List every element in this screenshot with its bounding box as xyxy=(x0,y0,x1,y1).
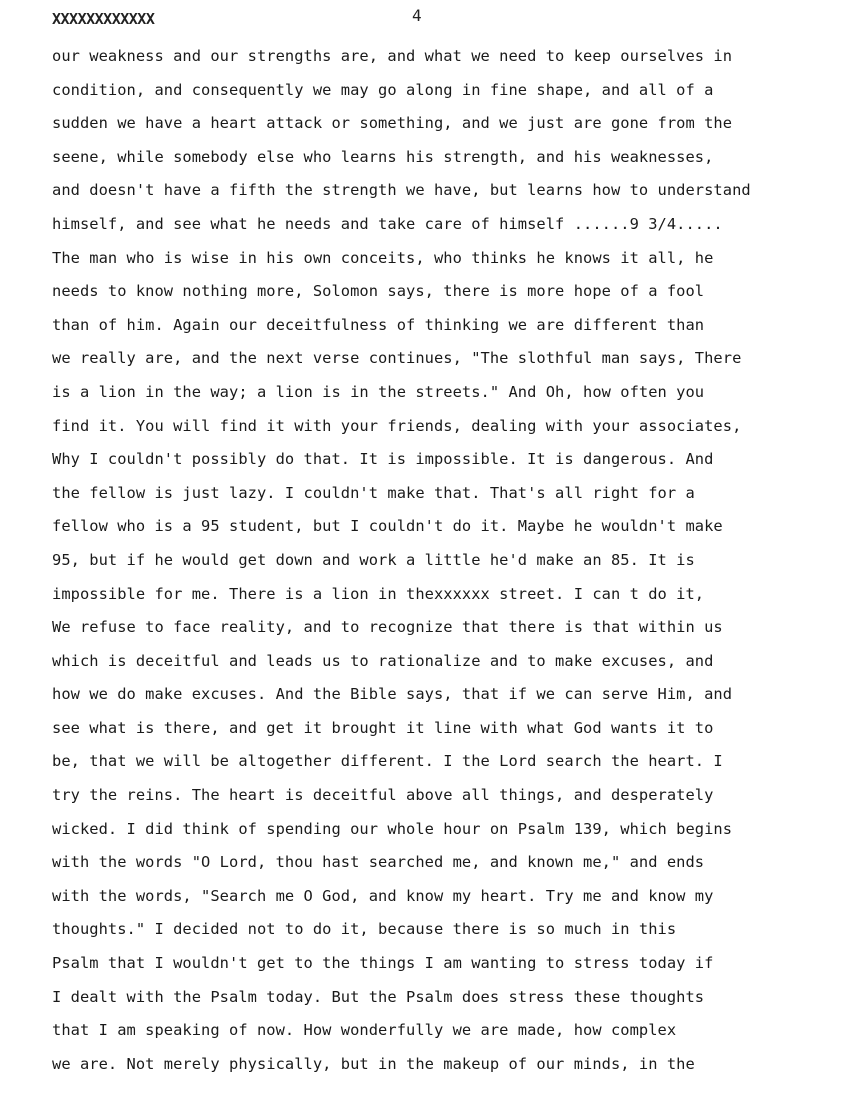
text-line: himself, and see what he needs and take care of himself ......9 3/4..... xyxy=(52,214,723,233)
text-line: We refuse to face reality, and to recognize that there is that within us xyxy=(52,618,723,637)
text-line: The man who is wise in his own conceits, who thinks he knows it all, he xyxy=(52,248,714,267)
text-line: fellow who is a 95 student, but I couldn't do it. Maybe he wouldn't make xyxy=(52,517,723,536)
text-line: with the words, "Search me O God, and know my heart. Try me and know my xyxy=(52,886,714,905)
text-line: than of him. Again our deceitfulness of thinking we are different than xyxy=(52,315,705,334)
text-line: 95, but if he would get down and work a little he'd make an 85. It is xyxy=(52,550,695,569)
text-line: that I am speaking of now. How wonderfully we are made, how complex xyxy=(52,1021,677,1040)
text-line: how we do make excuses. And the Bible says, that if we can serve Him, and xyxy=(52,685,733,704)
text-line: Psalm that I wouldn't get to the things I am wanting to stress today if xyxy=(52,954,714,973)
text-line: be, that we will be altogether different. I the Lord search the heart. I xyxy=(52,752,723,771)
text-line: sudden we have a heart attack or something, and we just are gone from the xyxy=(52,114,733,133)
text-line: the fellow is just lazy. I couldn't make that. That's all right for a xyxy=(52,483,695,502)
text-line: thoughts." I decided not to do it, because there is so much in this xyxy=(52,920,677,939)
text-line: we are. Not merely physically, but in the makeup of our minds, in the xyxy=(52,1054,695,1073)
text-line: our weakness and our strengths are, and what we need to keep ourselves in xyxy=(52,47,733,65)
text-line: condition, and consequently we may go along in fine shape, and all of a xyxy=(52,80,714,99)
page-number: 4 xyxy=(412,6,422,25)
text-line: Why I couldn't possibly do that. It is impossible. It is dangerous. And xyxy=(52,450,714,469)
text-line: I dealt with the Psalm today. But the Psalm does stress these thoughts xyxy=(52,987,705,1006)
struck-out-header: XXXXXXXXXXXX xyxy=(52,10,155,28)
text-line: try the reins. The heart is deceitful above all things, and desperately xyxy=(52,786,714,805)
text-line: with the words "O Lord, thou hast searched me, and known me," and ends xyxy=(52,853,705,872)
text-line: see what is there, and get it brought it line with what God wants it to xyxy=(52,718,714,737)
text-line: is a lion in the way; a lion is in the streets." And Oh, how often you xyxy=(52,382,705,401)
text-line: and doesn't have a fifth the strength we have, but learns how to understand xyxy=(52,181,751,200)
text-line: which is deceitful and leads us to rationalize and to make excuses, and xyxy=(52,651,714,670)
text-line: find it. You will find it with your friends, dealing with your associates, xyxy=(52,416,742,435)
text-line: we really are, and the next verse continues, "The slothful man says, There xyxy=(52,349,742,368)
body-text xyxy=(52,40,822,1081)
text-line: impossible for me. There is a lion in thexxxxxx street. I can t do it, xyxy=(52,584,705,603)
text-line: seene, while somebody else who learns his strength, and his weaknesses, xyxy=(52,147,714,166)
text-line: wicked. I did think of spending our whole hour on Psalm 139, which begins xyxy=(52,819,733,838)
text-line: needs to know nothing more, Solomon says, there is more hope of a fool xyxy=(52,282,705,301)
